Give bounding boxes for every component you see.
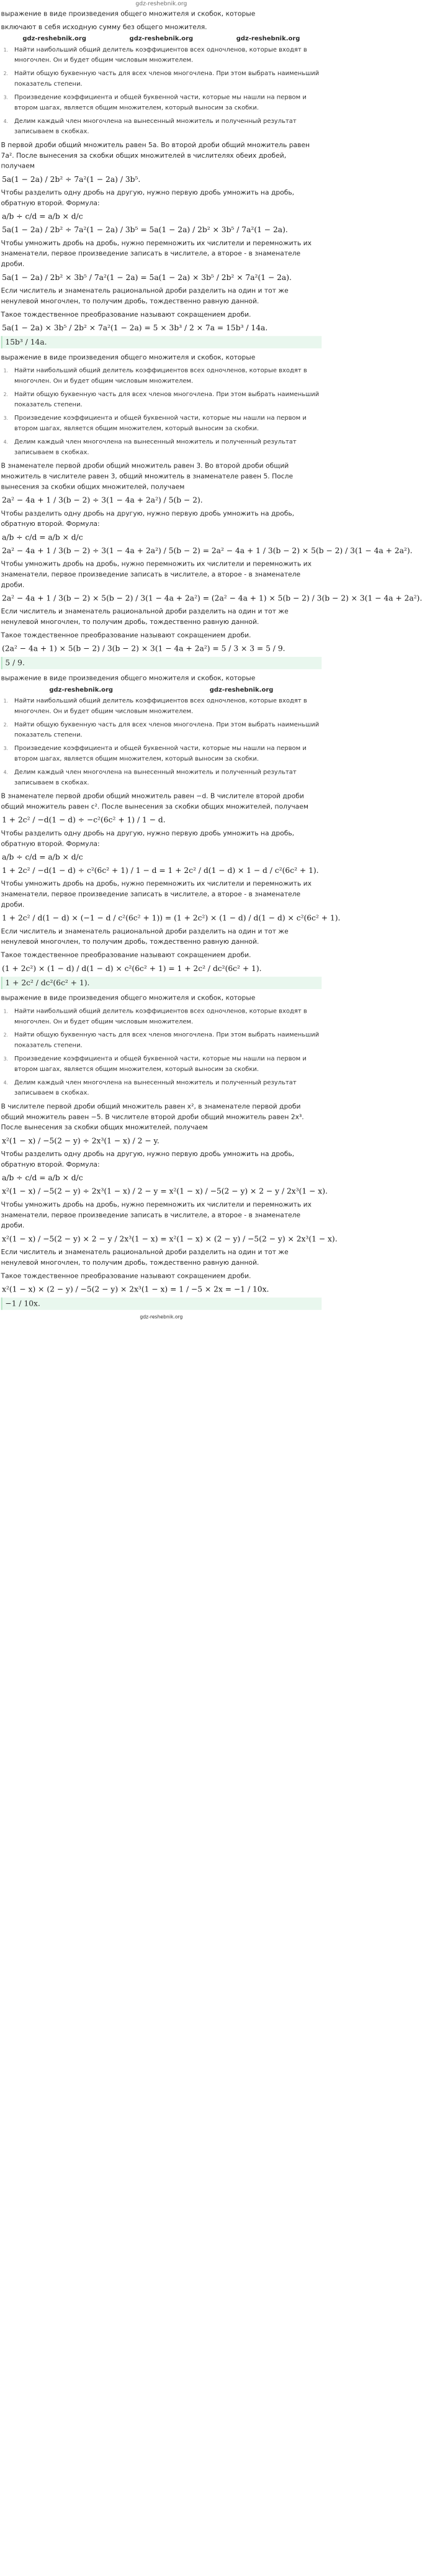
rule-swap: Чтобы разделить одну дробь на другую, нужно первую дробь умножить на дробь, обратную второй. Формула: bbox=[1, 1150, 295, 1169]
multiplied-expression: 5a(1 − 2a) / 2b² × 3b⁵ / 7a²(1 − 2a) = 5a(1 − 2a) × 3b⁵ / 2b² × 7a²(1 − 2a). bbox=[2, 273, 292, 282]
rule-cancel: Если числитель и знаменатель рациональной дроби разделить на один и тот же ненулевой многочлен, то получим дробь, тождественно равную данной. bbox=[1, 607, 289, 626]
watermark: gdz-reshebnik.org bbox=[22, 35, 86, 43]
multiplied-expression: 1 + 2c² / d(1 − d) × (−1 − d / c²(6c² + 1)) = (1 + 2c²) × (1 − d) / d(1 − d) × c²(6c² + 1). bbox=[2, 913, 341, 923]
answer-box: 5 / 9. bbox=[1, 657, 322, 669]
rule-swap: Чтобы разделить одну дробь на другую, нужно первую дробь умножить на дробь, обратную второй. Формула: bbox=[1, 510, 295, 528]
step-item: 2. Найти общую буквенную часть для всех членов многочлена. При этом выбрать наименьший показатель степени. bbox=[9, 1030, 321, 1051]
factor-text: В знаменателе первой дроби общий множитель равен 3. Во второй дроби общий множитель в числителе равен 3, общий множитель в знаменателе равен 5. После вынесения за скобки общих множителей, получаем bbox=[1, 462, 294, 491]
swap-formula: a/b ÷ c/d = a/b × d/c bbox=[2, 852, 83, 862]
rule-swap: Чтобы разделить одну дробь на другую, нужно первую дробь умножить на дробь, обратную второй. Формула: bbox=[1, 829, 295, 848]
factored-expression: 5a(1 − 2a) / 2b² ÷ 7a²(1 − 2a) / 3b⁵. bbox=[2, 174, 141, 184]
cancelled-expression: 5a(1 − 2a) × 3b⁵ / 2b² × 7a²(1 − 2a) = 5 × 3b³ / 2 × 7a = 15b³ / 14a. bbox=[2, 323, 268, 333]
swap-formula: a/b ÷ c/d = a/b × d/c bbox=[2, 1173, 83, 1183]
rule-swap: Чтобы разделить одну дробь на другую, нужно первую дробь умножить на дробь, обратную второй. Формула: bbox=[1, 189, 295, 207]
steps-list bbox=[1, 366, 322, 458]
cancelled-expression: (1 + 2c²) × (1 − d) / d(1 − d) × c²(6c² + 1) = 1 + 2c² / dc²(6c² + 1). bbox=[2, 964, 262, 973]
watermark: gdz-reshebnik.org bbox=[236, 35, 300, 43]
step-item: 1. Найти наибольший общий делитель коэффициентов всех одночленов, которые входят в многочлен. Он и будет общим числовым множителем. bbox=[9, 366, 321, 387]
intro-text-2: включают в себя исходную сумму без общего множителя. bbox=[1, 23, 207, 31]
step-item: 3. Произведение коэффициента и общей буквенной части, которые мы нашли на первом и втором шагах, является общим множителем, который выносим за скобки. bbox=[9, 93, 321, 114]
steps-list bbox=[1, 45, 322, 137]
steps-list bbox=[1, 1006, 322, 1099]
intro-text-1: выражение в виде произведения общего множителя и скобок, которые bbox=[1, 353, 256, 361]
answer-box: −1 / 10x. bbox=[1, 1298, 322, 1310]
watermark: gdz-reshebnik.org bbox=[129, 35, 194, 43]
rule-cancel-name: Такое тождественное преобразование называют сокращением дроби. bbox=[1, 1272, 251, 1280]
intro-text-1: выражение в виде произведения общего множителя и скобок, которые bbox=[1, 10, 256, 18]
rule-cancel-name: Такое тождественное преобразование называют сокращением дроби. bbox=[1, 310, 251, 319]
site-header[interactable]: gdz-reshebnik.org bbox=[135, 0, 187, 7]
step-item: 3. Произведение коэффициента и общей буквенной части, которые мы нашли на первом и втором шагах, является общим множителем, который выносим за скобки. bbox=[9, 743, 321, 764]
step-item: 4. Делим каждый член многочлена на вынесенный множитель и полученный результат записываем в скобках. bbox=[9, 1078, 321, 1099]
factor-text: В знаменателе первой дроби общий множитель равен −d. В числителе второй дроби общий множитель равен c². После вынесения за скобки общих множителей, получаем bbox=[1, 792, 308, 811]
steps-list bbox=[1, 696, 322, 789]
step-item: 3. Произведение коэффициента и общей буквенной части, которые мы нашли на первом и втором шагах, является общим множителем, который выносим за скобки. bbox=[9, 413, 321, 434]
watermark-row bbox=[1, 35, 322, 43]
factored-expression: 2a² − 4a + 1 / 3(b − 2) ÷ 3(1 − 4a + 2a²) / 5(b − 2). bbox=[2, 495, 203, 505]
step-item: 2. Найти общую буквенную часть для всех членов многочлена. При этом выбрать наименьший показатель степени. bbox=[9, 389, 321, 410]
rule-multiply: Чтобы умножить дробь на дробь, нужно перемножить их числители и перемножить их знаменатели, первое произведение записать в числителе, а второе - в знаменателе дроби. bbox=[1, 239, 312, 268]
swapped-expression: 5a(1 − 2a) / 2b² ÷ 7a²(1 − 2a) / 3b⁵ = 5a(1 − 2a) / 2b² × 3b⁵ / 7a²(1 − 2a). bbox=[2, 225, 288, 235]
factor-text: В числителе первой дроби общий множитель равен x², в знаменателе первой дроби общий множитель равен −5. В числителе второй дроби общий множитель равен 2x³. После вынесения за скобки общих множителей, получаем bbox=[1, 1103, 304, 1132]
step-item: 2. Найти общую буквенную часть для всех членов многочлена. При этом выбрать наименьший показатель степени. bbox=[9, 720, 321, 741]
step-item: 4. Делим каждый член многочлена на вынесенный множитель и полученный результат записываем в скобках. bbox=[9, 116, 321, 137]
intro-text-1: выражение в виде произведения общего множителя и скобок, которые bbox=[1, 674, 256, 682]
cancelled-expression: x²(1 − x) × (2 − y) / −5(2 − y) × 2x³(1 − x) = 1 / −5 × 2x = −1 / 10x. bbox=[2, 1285, 269, 1294]
rule-cancel: Если числитель и знаменатель рациональной дроби разделить на один и тот же ненулевой многочлен, то получим дробь, тождественно равную данной. bbox=[1, 1248, 289, 1267]
swap-formula: a/b ÷ c/d = a/b × d/c bbox=[2, 212, 83, 221]
step-item: 2. Найти общую буквенную часть для всех членов многочлена. При этом выбрать наименьший показатель степени. bbox=[9, 68, 321, 89]
step-item: 4. Делим каждый член многочлена на вынесенный множитель и полученный результат записываем в скобках. bbox=[9, 437, 321, 458]
swap-formula: a/b ÷ c/d = a/b × d/c bbox=[2, 532, 83, 542]
step-item: 1. Найти наибольший общий делитель коэффициентов всех одночленов, которые входят в многочлен. Он и будет общим числовым множителем. bbox=[9, 45, 321, 66]
factored-expression: x²(1 − x) / −5(2 − y) ÷ 2x³(1 − x) / 2 − y. bbox=[2, 1136, 159, 1146]
step-item: 4. Делим каждый член многочлена на вынесенный множитель и полученный результат записываем в скобках. bbox=[9, 767, 321, 789]
step-item: 1. Найти наибольший общий делитель коэффициентов всех одночленов, которые входят в многочлен. Он и будет общим числовым множителем. bbox=[9, 696, 321, 717]
intro-text-1: выражение в виде произведения общего множителя и скобок, которые bbox=[1, 994, 256, 1002]
watermark: gdz-reshebnik.org bbox=[209, 686, 274, 694]
watermark: gdz-reshebnik.org bbox=[49, 686, 114, 694]
rule-multiply: Чтобы умножить дробь на дробь, нужно перемножить их числители и перемножить их знаменатели, первое произведение записать в числителе, а второе - в знаменателе дроби. bbox=[1, 560, 312, 589]
step-item: 3. Произведение коэффициента и общей буквенной части, которые мы нашли на первом и втором шагах, является общим множителем, который выносим за скобки. bbox=[9, 1054, 321, 1075]
rule-cancel-name: Такое тождественное преобразование называют сокращением дроби. bbox=[1, 951, 251, 959]
factored-expression: 1 + 2c² / −d(1 − d) ÷ −c²(6c² + 1) / 1 − d. bbox=[2, 815, 166, 825]
multiplied-expression: 2a² − 4a + 1 / 3(b − 2) × 5(b − 2) / 3(1 − 4a + 2a²) = (2a² − 4a + 1) × 5(b − 2) / 3(b − 2) × 3(1 − 4a + 2a²). bbox=[2, 593, 422, 603]
cancelled-expression: (2a² − 4a + 1) × 5(b − 2) / 3(b − 2) × 3(1 − 4a + 2a²) = 5 / 3 × 3 = 5 / 9. bbox=[2, 644, 285, 653]
watermark-row bbox=[1, 686, 322, 694]
answer-box: 15b³ / 14a. bbox=[1, 336, 322, 348]
rule-multiply: Чтобы умножить дробь на дробь, нужно перемножить их числители и перемножить их знаменатели, первое произведение записать в числителе, а второе - в знаменателе дроби. bbox=[1, 880, 312, 909]
step-item: 1. Найти наибольший общий делитель коэффициентов всех одночленов, которые входят в многочлен. Он и будет общим числовым множителем. bbox=[9, 1006, 321, 1028]
answer-box: 1 + 2c² / dc²(6c² + 1). bbox=[1, 977, 322, 989]
multiplied-expression: x²(1 − x) / −5(2 − y) × 2 − y / 2x³(1 − x) = x²(1 − x) × (2 − y) / −5(2 − y) × 2x³(1 − x). bbox=[2, 1234, 338, 1244]
watermark: gdz-reshebnik.org bbox=[140, 1314, 183, 1320]
rule-cancel: Если числитель и знаменатель рациональной дроби разделить на один и тот же ненулевой многочлен, то получим дробь, тождественно равную данной. bbox=[1, 928, 289, 946]
rule-cancel: Если числитель и знаменатель рациональной дроби разделить на один и тот же ненулевой многочлен, то получим дробь, тождественно равную данной. bbox=[1, 287, 289, 305]
swapped-expression: x²(1 − x) / −5(2 − y) ÷ 2x³(1 − x) / 2 − y = x²(1 − x) / −5(2 − y) × 2 − y / 2x³(1 − x). bbox=[2, 1186, 328, 1196]
factor-text: В первой дроби общий множитель равен 5a. Во второй дроби общий множитель равен 7a². После вынесения за скобки общих множителей в числителях обеих дробей, получаем bbox=[1, 141, 310, 170]
swapped-expression: 2a² − 4a + 1 / 3(b − 2) ÷ 3(1 − 4a + 2a²) / 5(b − 2) = 2a² − 4a + 1 / 3(b − 2) × 5(b − 2) / 3(1 − 4a + 2a²). bbox=[2, 546, 413, 555]
watermark-row bbox=[1, 1314, 322, 1321]
swapped-expression: 1 + 2c² / −d(1 − d) ÷ c²(6c² + 1) / 1 − d = 1 + 2c² / d(1 − d) × 1 − d / c²(6c² + 1). bbox=[2, 865, 319, 875]
rule-cancel-name: Такое тождественное преобразование называют сокращением дроби. bbox=[1, 631, 251, 639]
rule-multiply: Чтобы умножить дробь на дробь, нужно перемножить их числители и перемножить их знаменатели, первое произведение записать в числителе, а второе - в знаменателе дроби. bbox=[1, 1201, 312, 1230]
